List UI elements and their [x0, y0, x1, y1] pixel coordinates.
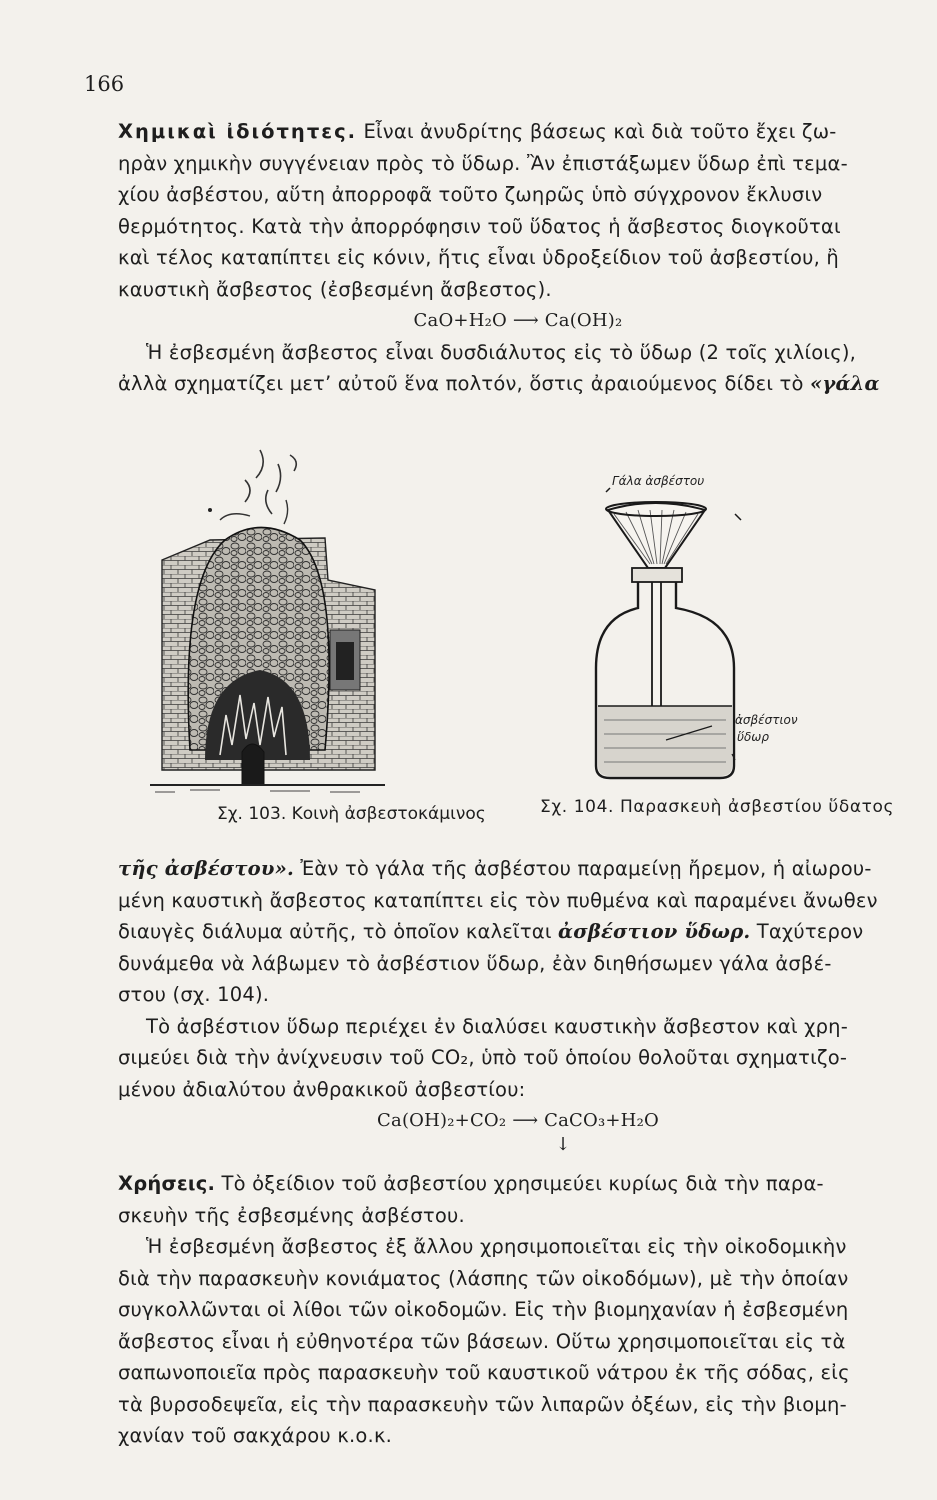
text-line: καυστικὴ ἄσβεστος (ἐσβεσμένη ἄσβεστος). [118, 277, 552, 301]
text-line: συγκολλῶνται οἱ λίθοι τῶν οἰκοδομῶν. Εἰς τὴν βιομηχανίαν ἡ ἐσβεσμένη [118, 1298, 849, 1321]
lime-water-apparatus-illustration [580, 468, 820, 788]
formula-slaking: CaO+H₂O ⟶ Ca(OH)₂ [413, 310, 623, 331]
text-line: ἄσβεστος εἶναι ἡ εὐθηνοτέρα τῶν βάσεων. Οὕτω χρησιμοποιεῖται εἰς τὰ [118, 1329, 846, 1353]
page-number: 166 [84, 72, 125, 96]
formula-carbonation: Ca(OH)₂+CO₂ ⟶ CaCO₃+H₂O [377, 1110, 659, 1131]
text-line: καὶ τέλος καταπίπτει εἰς κόνιν, ἥτις εἶναι ὑδροξείδιον τοῦ ἀσβεστίου, ἢ [118, 246, 839, 269]
text-line: χανίαν τοῦ σακχάρου κ.ο.κ. [118, 1424, 393, 1447]
text-line: τῆς ἀσβέστου». Ἐὰν τὸ γάλα τῆς ἀσβέστου παραμείνῃ ἤρεμον, ἡ αἰωρου- [118, 857, 872, 880]
text-line: στου (σχ. 104). [118, 983, 270, 1006]
figure-104-caption: Σχ. 104. Παρασκευὴ ἀσβεστίου ὕδατος [540, 797, 895, 817]
term-lime-milk: «γάλα [810, 372, 880, 395]
text-line: Τὸ ἀσβέστιον ὕδωρ περιέχει ἐν διαλύσει καυστικὴν ἄσβεστον καὶ χρη- [146, 1014, 848, 1038]
lime-kiln-illustration [150, 430, 390, 800]
term-lime-water: ἀσβέστιον ὕδωρ. [558, 920, 751, 943]
text-line: δυνάμεθα νὰ λάβωμεν τὸ ἀσβέστιον ὕδωρ, ἐὰν διηθήσωμεν γάλα ἀσβέ- [118, 951, 832, 975]
text-line: μένου ἀδιαλύτου ἀνθρακικοῦ ἀσβεστίου: [118, 1077, 526, 1101]
label-lime-water-1: ἀσβέστιον [735, 713, 798, 727]
text-line: ηρὰν χημικὴν συγγένειαν πρὸς τὸ ὕδωρ. Ἂν ἐπιστάξωμεν ὕδωρ ἐπὶ τεμα- [118, 151, 848, 175]
chemical-properties-paragraph [118, 116, 918, 400]
text-line: Χημικαὶ ἰδιότητες. Εἶναι ἀνυδρίτης βάσεως καὶ διὰ τοῦτο ἔχει ζω- [118, 120, 837, 143]
lime-water-paragraph [118, 853, 918, 1153]
text-line: σκευὴν τῆς ἐσβεσμένης ἀσβέστου. [118, 1203, 465, 1227]
text-line: χίου ἀσβέστου, αὕτη ἀπορροφᾶ τοῦτο ζωηρῶς ὑπὸ σύγχρονον ἔκλυσιν [118, 183, 823, 206]
label-lime-water-2: ὕδωρ [737, 730, 769, 744]
precipitate-arrow: ↓ [555, 1133, 571, 1155]
section-heading-uses: Χρήσεις. [118, 1172, 216, 1195]
text-line: σαπωνοποιεῖα πρὸς παρασκευὴν τοῦ καυστικοῦ νάτρου ἐκ τῆς σόδας, εἰς [118, 1361, 850, 1384]
uses-paragraph [118, 1168, 918, 1452]
term-of-lime: τῆς ἀσβέστου». [118, 857, 294, 880]
text-line: Ἡ ἐσβεσμένη ἄσβεστος εἶναι δυσδιάλυτος εἰς τὸ ὕδωρ (2 τοῖς χιλίοις), [146, 340, 857, 364]
text-line: θερμότητος. Κατὰ τὴν ἀπορρόφησιν τοῦ ὕδατος ἡ ἄσβεστος διογκοῦται [118, 214, 841, 238]
text-line: Ἡ ἐσβεσμένη ἄσβεστος ἐξ ἄλλου χρησιμοποιεῖται εἰς τὴν οἰκοδομικὴν [146, 1235, 847, 1258]
figure-103-caption: Σχ. 103. Κοινὴ ἀσβεστοκάμινος [217, 804, 486, 824]
text-line: μένη καυστικὴ ἄσβεστος καταπίπτει εἰς τὸν πυθμένα καὶ παραμένει ἄνωθεν [118, 888, 878, 912]
text-line: διὰ τὴν παρασκευὴν κονιάματος (λάσπης τῶν οἰκοδόμων), μὲ τὴν ὁποίαν [118, 1266, 849, 1290]
section-heading-chemical-properties: Χημικαὶ ἰδιότητες. [118, 120, 358, 143]
text-line: Χρήσεις. Τὸ ὀξείδιον τοῦ ἀσβεστίου χρησιμεύει κυρίως διὰ τὴν παρα- [118, 1172, 824, 1195]
text-line: διαυγὲς διάλυμα αὐτῆς, τὸ ὁποῖον καλεῖται ἀσβέστιον ὕδωρ. Ταχύτερον [118, 920, 864, 943]
label-lime-milk: Γάλα ἀσβέστου [612, 474, 705, 488]
text-line: σιμεύει διὰ τὴν ἀνίχνευσιν τοῦ CO₂, ὑπὸ τοῦ ὁποίου θολοῦται σχηματιζο- [118, 1046, 848, 1069]
text-line: ἀλλὰ σχηματίζει μετ’ αὐτοῦ ἕνα πολτόν, ὅστις ἀραιούμενος δίδει τὸ «γάλα [118, 372, 880, 395]
text-line: τὰ βυρσοδεψεῖα, εἰς τὴν παρασκευὴν τῶν λιπαρῶν ὀξέων, εἰς τὴν βιομη- [118, 1392, 847, 1416]
